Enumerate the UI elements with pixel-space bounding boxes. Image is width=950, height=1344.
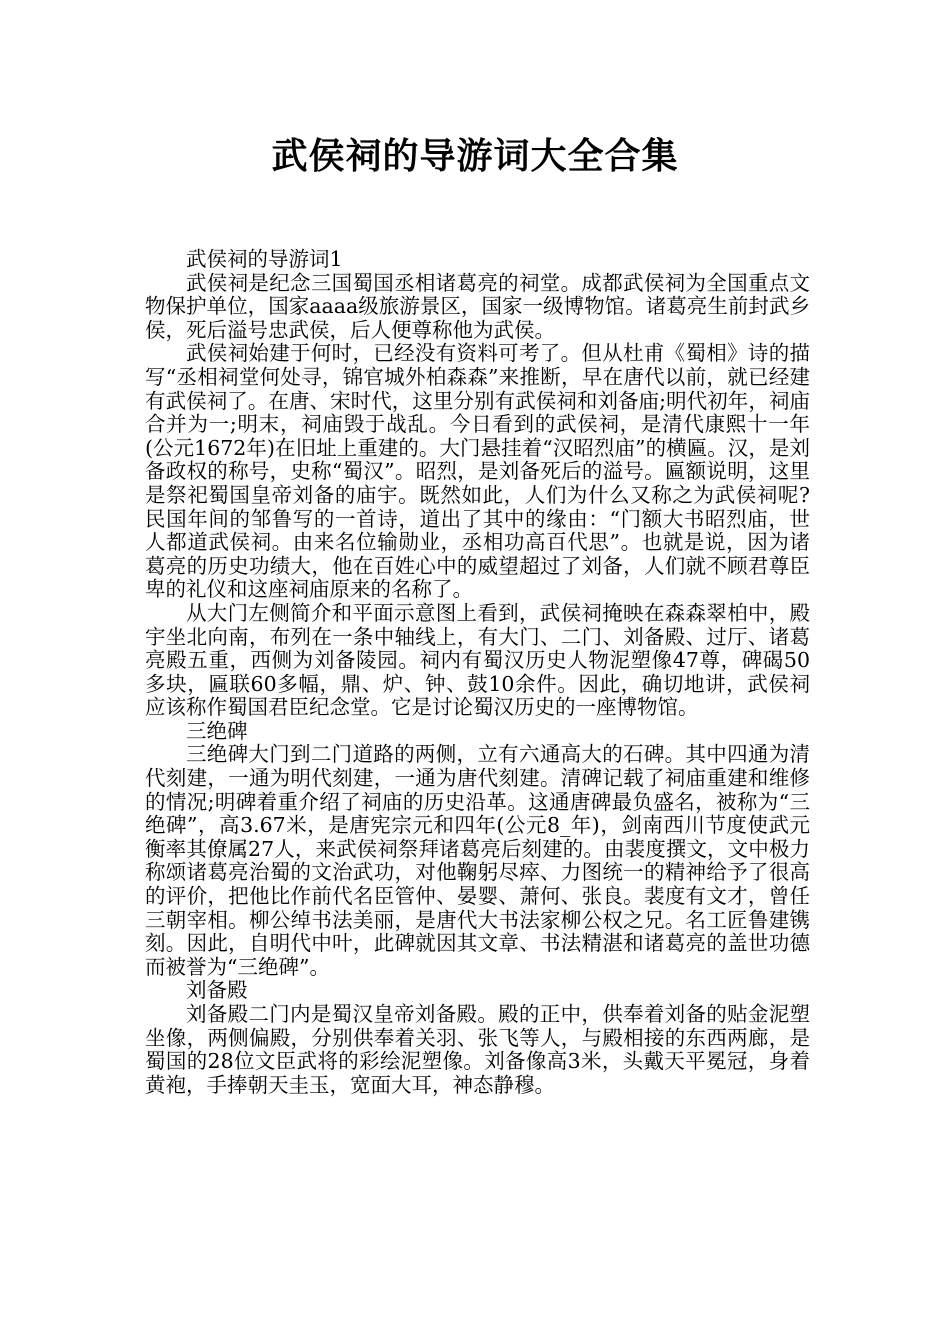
document-title: 武侯祠的导游词大全合集 — [271, 136, 679, 177]
paragraph: 武侯祠始建于何时，已经没有资料可考了。但从杜甫《蜀相》诗的描写“丞相祠堂何处寻，锦官城外柏森森”来推断，早在唐代以前，就已经建有武侯祠了。在唐、宋时代，这里分别有武侯祠和刘备庙;明代初年，祠庙合并为一;明末，祠庙毁于战乱。今日看到的武侯祠，是清代康熙十一年(公元1672年)在旧址上重建的。大门悬挂着“汉昭烈庙”的横匾。汉，是刘备政权的称号，史称“蜀汉”。昭烈，是刘备死后的溢号。匾额说明，这里是祭祀蜀国皇帝刘备的庙宇。既然如此，人们为什么又称之为武侯祠呢?民国年间的邹鲁写的一首诗，道出了其中的缘由：“门额大书昭烈庙，世人都道武侯祠。由来名位输勋业，丞相功高百代思”。也就是说，因为诸葛亮的历史功绩大，他在百姓心中的威望超过了刘备，人们就不顾君尊臣卑的礼仪和这座祠庙原来的名称了。 — [145, 341, 810, 602]
paragraph: 三绝碑大门到二门道路的两侧，立有六通高大的石碑。其中四通为清代刻建，一通为明代刻建，一通为唐代刻建。清碑记载了祠庙重建和维修的情况;明碑着重介绍了祠庙的历史沿革。这通唐碑最负盛名，被称为“三绝碑”，高3.67米，是唐宪宗元和四年(公元8_年)，剑南西川节度使武元衡率其僚属27人，来武侯祠祭拜诸葛亮后刻建的。由裴度撰文，文中极力称颂诸葛亮治蜀的文治武功，对他鞠躬尽瘁、力图统一的精神给予了很高的评价，把他比作前代名臣管仲、晏婴、萧何、张良。裴度有文才，曾任三朝宰相。柳公绰书法美丽，是唐代大书法家柳公权之兄。名工匠鲁建镌刻。因此，自明代中叶，此碑就因其文章、书法精湛和诸葛亮的盖世功德而被誉为“三绝碑”。 — [145, 742, 810, 979]
section-heading: 刘备殿 — [186, 978, 248, 1003]
section-heading: 三绝碑 — [186, 718, 248, 743]
paragraph: 武侯祠是纪念三国蜀国丞相诸葛亮的祠堂。成都武侯祠为全国重点文物保护单位，国家aaaa级旅游景区，国家一级博物馆。诸葛亮生前封武乡侯，死后溢号忠武侯，后人便尊称他为武侯。 — [145, 270, 810, 342]
document-body — [145, 248, 810, 1097]
paragraph: 从大门左侧简介和平面示意图上看到，武侯祠掩映在森森翠柏中，殿宇坐北向南，布列在一条中轴线上，有大门、二门、刘备殿、过厅、诸葛亮殿五重，西侧为刘备陵园。祠内有蜀汉历史人物泥塑像47尊，碑碣50多块，匾联60多幅，鼎、炉、钟、鼓10余件。因此，确切地讲，武侯祠应该称作蜀国君臣纪念堂。它是讨论蜀汉历史的一座博物馆。 — [145, 600, 810, 720]
paragraph: 刘备殿二门内是蜀汉皇帝刘备殿。殿的正中，供奉着刘备的贴金泥塑坐像，两侧偏殿，分别供奉着关羽、张飞等人，与殿相接的东西两廊，是蜀国的28位文臣武将的彩绘泥塑像。刘备像高3米，头戴天平冕冠，身着黄袍，手捧朝天圭玉，宽面大耳，神态静穆。 — [145, 1002, 810, 1097]
section-heading: 武侯祠的导游词1 — [186, 247, 343, 271]
